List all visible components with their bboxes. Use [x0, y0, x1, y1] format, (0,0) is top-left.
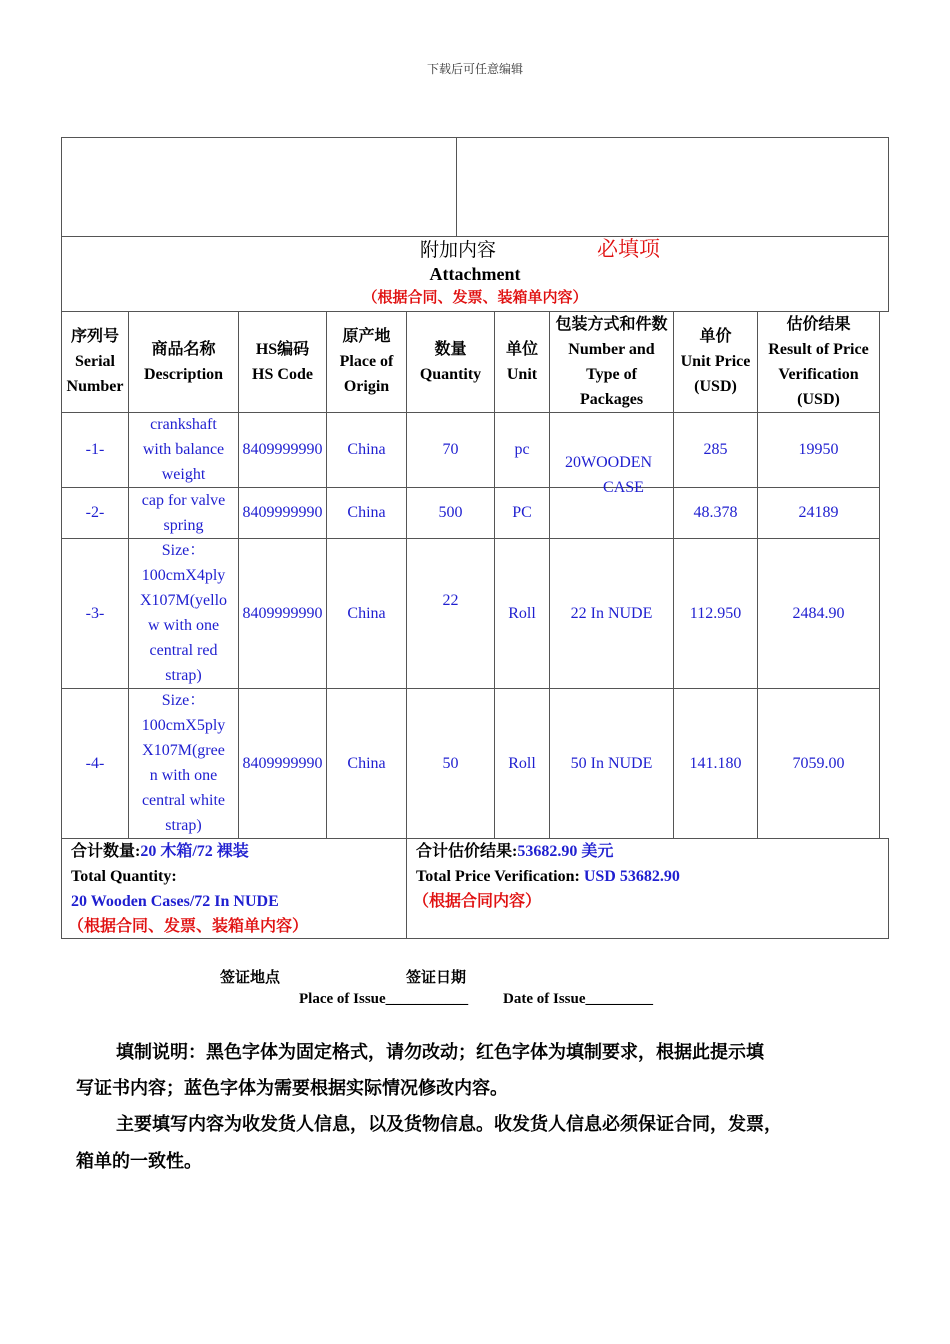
header-unit-price: 单价 Unit Price (USD)	[680, 328, 751, 395]
instruction-line: 填制说明：黑色字体为固定格式，请勿改动；红色字体为填制要求，根据此提示填	[116, 1042, 764, 1062]
total-qty-label-cn: 合计数量:	[71, 843, 141, 860]
required-label: 必填项	[597, 237, 660, 261]
total-qty-label-en: Total Quantity:	[71, 868, 177, 885]
row-result: 24189	[798, 504, 839, 521]
total-qty-value-cn: 20 木箱/72 裸装	[140, 843, 249, 860]
row-origin: China	[347, 754, 386, 772]
row-unit: PC	[512, 504, 532, 521]
row-origin: China	[347, 604, 386, 622]
header-origin: 原产地 Place of Origin	[339, 328, 394, 395]
row-origin: China	[347, 441, 386, 458]
row-hs-code: 8409999990	[242, 604, 323, 622]
row-result: 7059.00	[792, 754, 845, 772]
row-serial: -4-	[85, 754, 105, 772]
header-hs-code: HS编码 HS Code	[252, 340, 313, 383]
row-serial: -1-	[85, 441, 105, 458]
attachment-basis: （根据合同、发票、装箱单内容）	[362, 290, 588, 306]
row-description: cap for valve spring	[141, 491, 226, 534]
row-result: 19950	[798, 441, 839, 458]
issue-place-cn: 签证地点	[220, 970, 281, 986]
row-quantity: 22	[442, 592, 459, 609]
header-quantity: 数量 Quantity	[419, 340, 482, 383]
issue-date-cn: 签证日期	[406, 970, 467, 986]
row-description: Size： 100cmX4ply X107M(yello w with one central red strap)	[139, 542, 228, 684]
instruction-line: 箱单的一致性。	[76, 1151, 202, 1171]
row-unit-price: 48.378	[693, 504, 738, 521]
total-price-value-en: USD 53682.90	[583, 868, 680, 885]
row-packages: 22 In NUDE	[570, 604, 653, 622]
issue-date-en: Date of Issue_________	[503, 991, 653, 1007]
header-packages: 包装方式和件数 Number and Type of Packages	[555, 315, 668, 408]
row-unit: pc	[514, 441, 530, 458]
row-result: 2484.90	[792, 604, 845, 622]
total-price-label-en: Total Price Verification:	[416, 868, 580, 885]
total-qty-basis: （根据合同、发票、装箱单内容）	[68, 918, 309, 935]
row-description: Size： 100cmX5ply X107M(gree n with one central white strap)	[141, 692, 226, 834]
row-description: crankshaft with balance weight	[142, 416, 225, 483]
row-quantity: 70	[442, 441, 459, 458]
row-serial: -3-	[85, 604, 105, 622]
attachment-title-cn: 附加内容	[420, 240, 497, 261]
top-note: 下载后可任意编辑	[426, 62, 523, 76]
row-unit: Roll	[508, 604, 536, 622]
total-qty-value-en: 20 Wooden Cases/72 In NUDE	[71, 893, 279, 910]
total-price-basis: （根据合同内容）	[413, 893, 542, 910]
instruction-line: 写证书内容；蓝色字体为需要根据实际情况修改内容。	[76, 1078, 508, 1098]
row-hs-code: 8409999990	[242, 754, 323, 772]
row-unit-price: 141.180	[689, 754, 742, 772]
row-unit: Roll	[508, 754, 536, 772]
row-hs-code: 8409999990	[242, 441, 323, 458]
row-unit-price: 285	[703, 441, 728, 458]
row-packages: 50 In NUDE	[570, 754, 653, 772]
merged-packages: 20WOODEN CASE	[565, 454, 653, 496]
row-origin: China	[347, 504, 386, 521]
row-quantity: 500	[438, 504, 463, 521]
attachment-title-en: Attachment	[429, 264, 521, 284]
row-hs-code: 8409999990	[242, 504, 323, 521]
instruction-line: 主要填写内容为收发货人信息，以及货物信息。收发货人信息必须保证合同，发票，	[116, 1114, 782, 1134]
header-serial: 序列号 Serial Number	[66, 328, 124, 395]
header-description: 商品名称 Description	[143, 340, 224, 383]
row-unit-price: 112.950	[689, 604, 742, 622]
row-quantity: 50	[442, 754, 459, 772]
header-result: 估价结果 Result of Price Verification (USD)	[768, 315, 869, 408]
issue-place-en: Place of Issue___________	[299, 991, 469, 1007]
total-price-value-cn: 53682.90 美元	[517, 843, 614, 860]
header-unit: 单位 Unit	[505, 340, 538, 383]
row-serial: -2-	[85, 504, 105, 521]
total-price-label-cn: 合计估价结果:	[416, 843, 518, 860]
